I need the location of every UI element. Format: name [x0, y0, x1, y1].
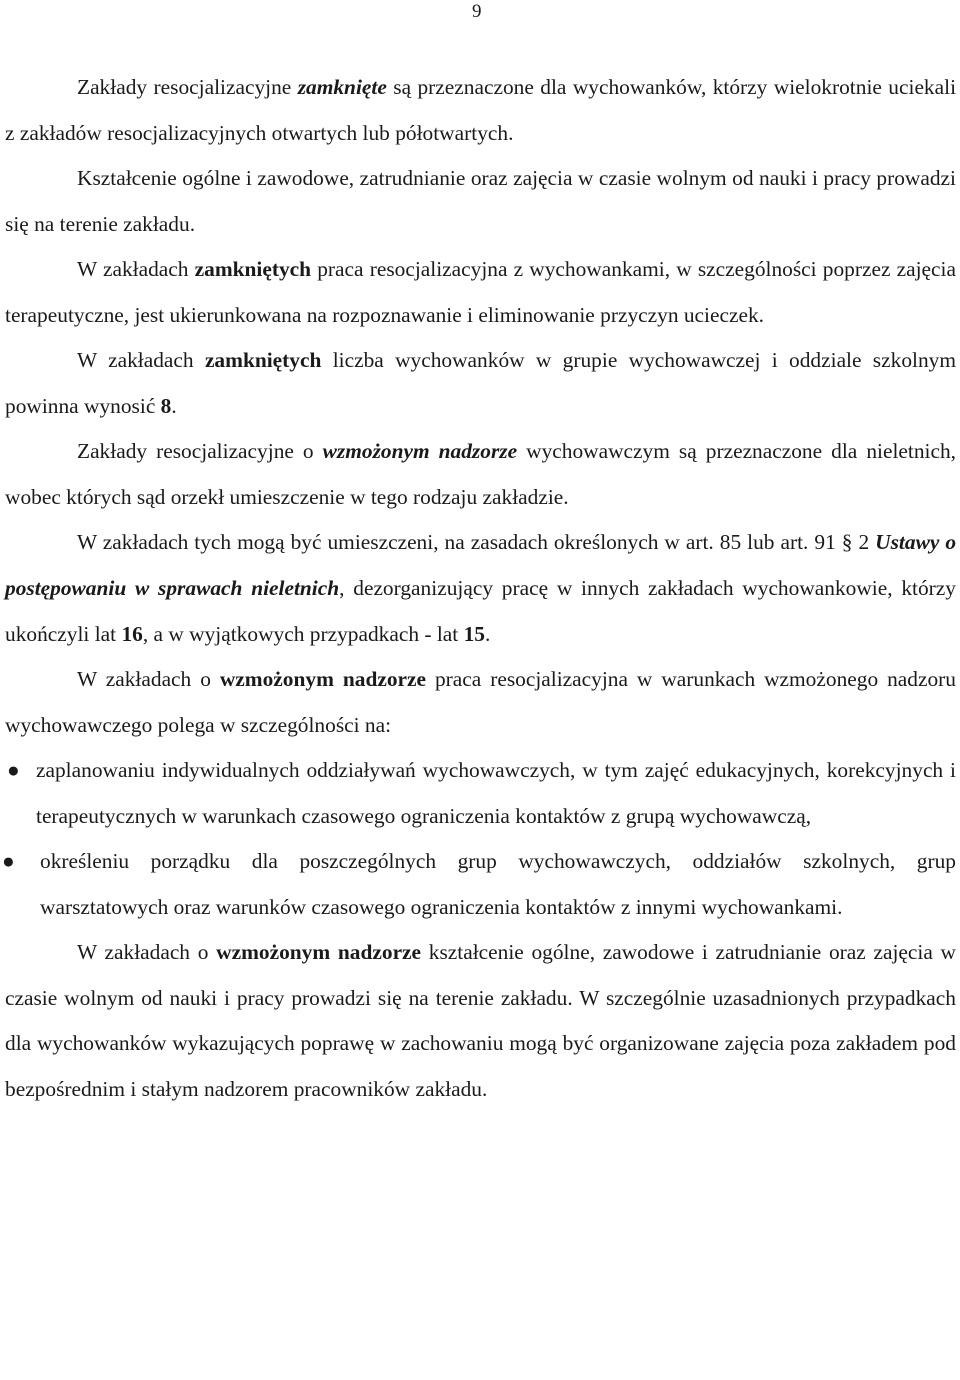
age-15: 15 [463, 621, 485, 646]
list-item-text: zaplanowaniu indywidualnych oddziaływań wychowawczych, w tym zajęć edukacyjnych, korekcyjnych i terapeutycznych w warunkach czasowego ograniczenia kontaktów z grupą wychowawczą, [36, 758, 956, 828]
emphasis-closed: zamknięte [297, 75, 387, 99]
text: W zakładach [77, 348, 205, 373]
text: . [171, 393, 177, 418]
paragraph-closed-facilities [5, 65, 956, 156]
paragraph-placement-rules [5, 520, 956, 657]
paragraph-education-supervised [5, 930, 956, 1112]
text: praca resocjalizacyjna w warunkach wzmożonego nadzoru wychowawczego polega w szczególności na: [5, 667, 956, 737]
text: są przeznaczone dla wychowanków, którzy wielokrotnie uciekali z zakładów resocjalizacyjnych otwartych lub półotwartych. [5, 75, 957, 145]
text: wychowawczym są przeznaczone dla nieletnich, wobec których sąd orzekł umieszczenie w tego rodzaju zakładzie. [5, 439, 957, 509]
emphasis-increased-supervision: wzmożonym nadzorze [219, 667, 427, 692]
text: W zakładach tych mogą być umieszczeni, na zasadach określonych w art. 85 lub art. 91 [77, 530, 842, 555]
section-sign: § [841, 530, 853, 555]
bullet-list [2, 748, 956, 930]
document-body [2, 65, 957, 1113]
paragraph-education [5, 156, 956, 247]
text: . [484, 621, 491, 646]
text: kształcenie ogólne, zawodowe i zatrudnianie oraz zajęcia w czasie wolnym od nauki i pracy prowadzi się na terenie zakładu. W szczególnie uzasadnionych przypadkach dla wychowanków wykazujących poprawę w zachowaniu mogą być organizowane zajęcia poza zakładem pod bezpośrednim i stałym nadzorem pracowników zakładu. [5, 940, 956, 1102]
list-item [2, 839, 956, 930]
group-size-number: 8 [160, 393, 172, 418]
paragraph-resocialization-work [5, 247, 956, 338]
text: 2 [852, 530, 876, 555]
text: praca resocjalizacyjna z wychowankami, w szczególności poprzez zajęcia terapeutyczne, jest ukierunkowana na rozpoznawanie i eliminowanie przyczyn ucieczek. [5, 257, 956, 327]
age-16: 16 [121, 621, 143, 646]
emphasis-increased-supervision: wzmożonym nadzorze [322, 439, 518, 464]
text: , a w wyjątkowych przypadkach - lat [142, 621, 464, 646]
text: Zakłady resocjalizacyjne [77, 75, 298, 99]
bullet-icon: ● [2, 849, 15, 874]
paragraph-group-size [5, 338, 956, 429]
page-number: 9 [472, 1, 482, 22]
text: W zakładach [77, 257, 195, 282]
text: Kształcenie ogólne i zawodowe, zatrudnianie oraz zajęcia w czasie wolnym od nauki i pracy prowadzi się na terenie zakładu. [5, 166, 956, 236]
list-item [7, 748, 956, 839]
text: W zakładach o [77, 667, 220, 692]
text: , dezorganizujący pracę w innych zakładach wychowankowie, którzy ukończyli lat [5, 576, 956, 646]
act-title: Ustawy o postępowaniu w sprawach nieletnich [5, 530, 957, 601]
list-item-text: określeniu porządku dla poszczególnych grup wychowawczych, oddziałów szkolnych, grup warsztatowych oraz warunków czasowego ograniczenia kontaktów z innymi wychowankami. [40, 849, 956, 919]
text: liczba wychowanków w grupie wychowawczej i oddziale szkolnym powinna wynosić [5, 348, 956, 418]
emphasis-closed: zamkniętych [204, 348, 322, 373]
bullet-icon: ● [7, 758, 20, 783]
emphasis-increased-supervision: wzmożonym nadzorze [216, 940, 422, 965]
paragraph-increased-supervision [5, 429, 956, 520]
text: W zakładach o [77, 940, 217, 965]
emphasis-closed: zamkniętych [194, 257, 312, 282]
text: Zakłady resocjalizacyjne o [77, 439, 323, 464]
paragraph-supervision-work [5, 657, 956, 748]
